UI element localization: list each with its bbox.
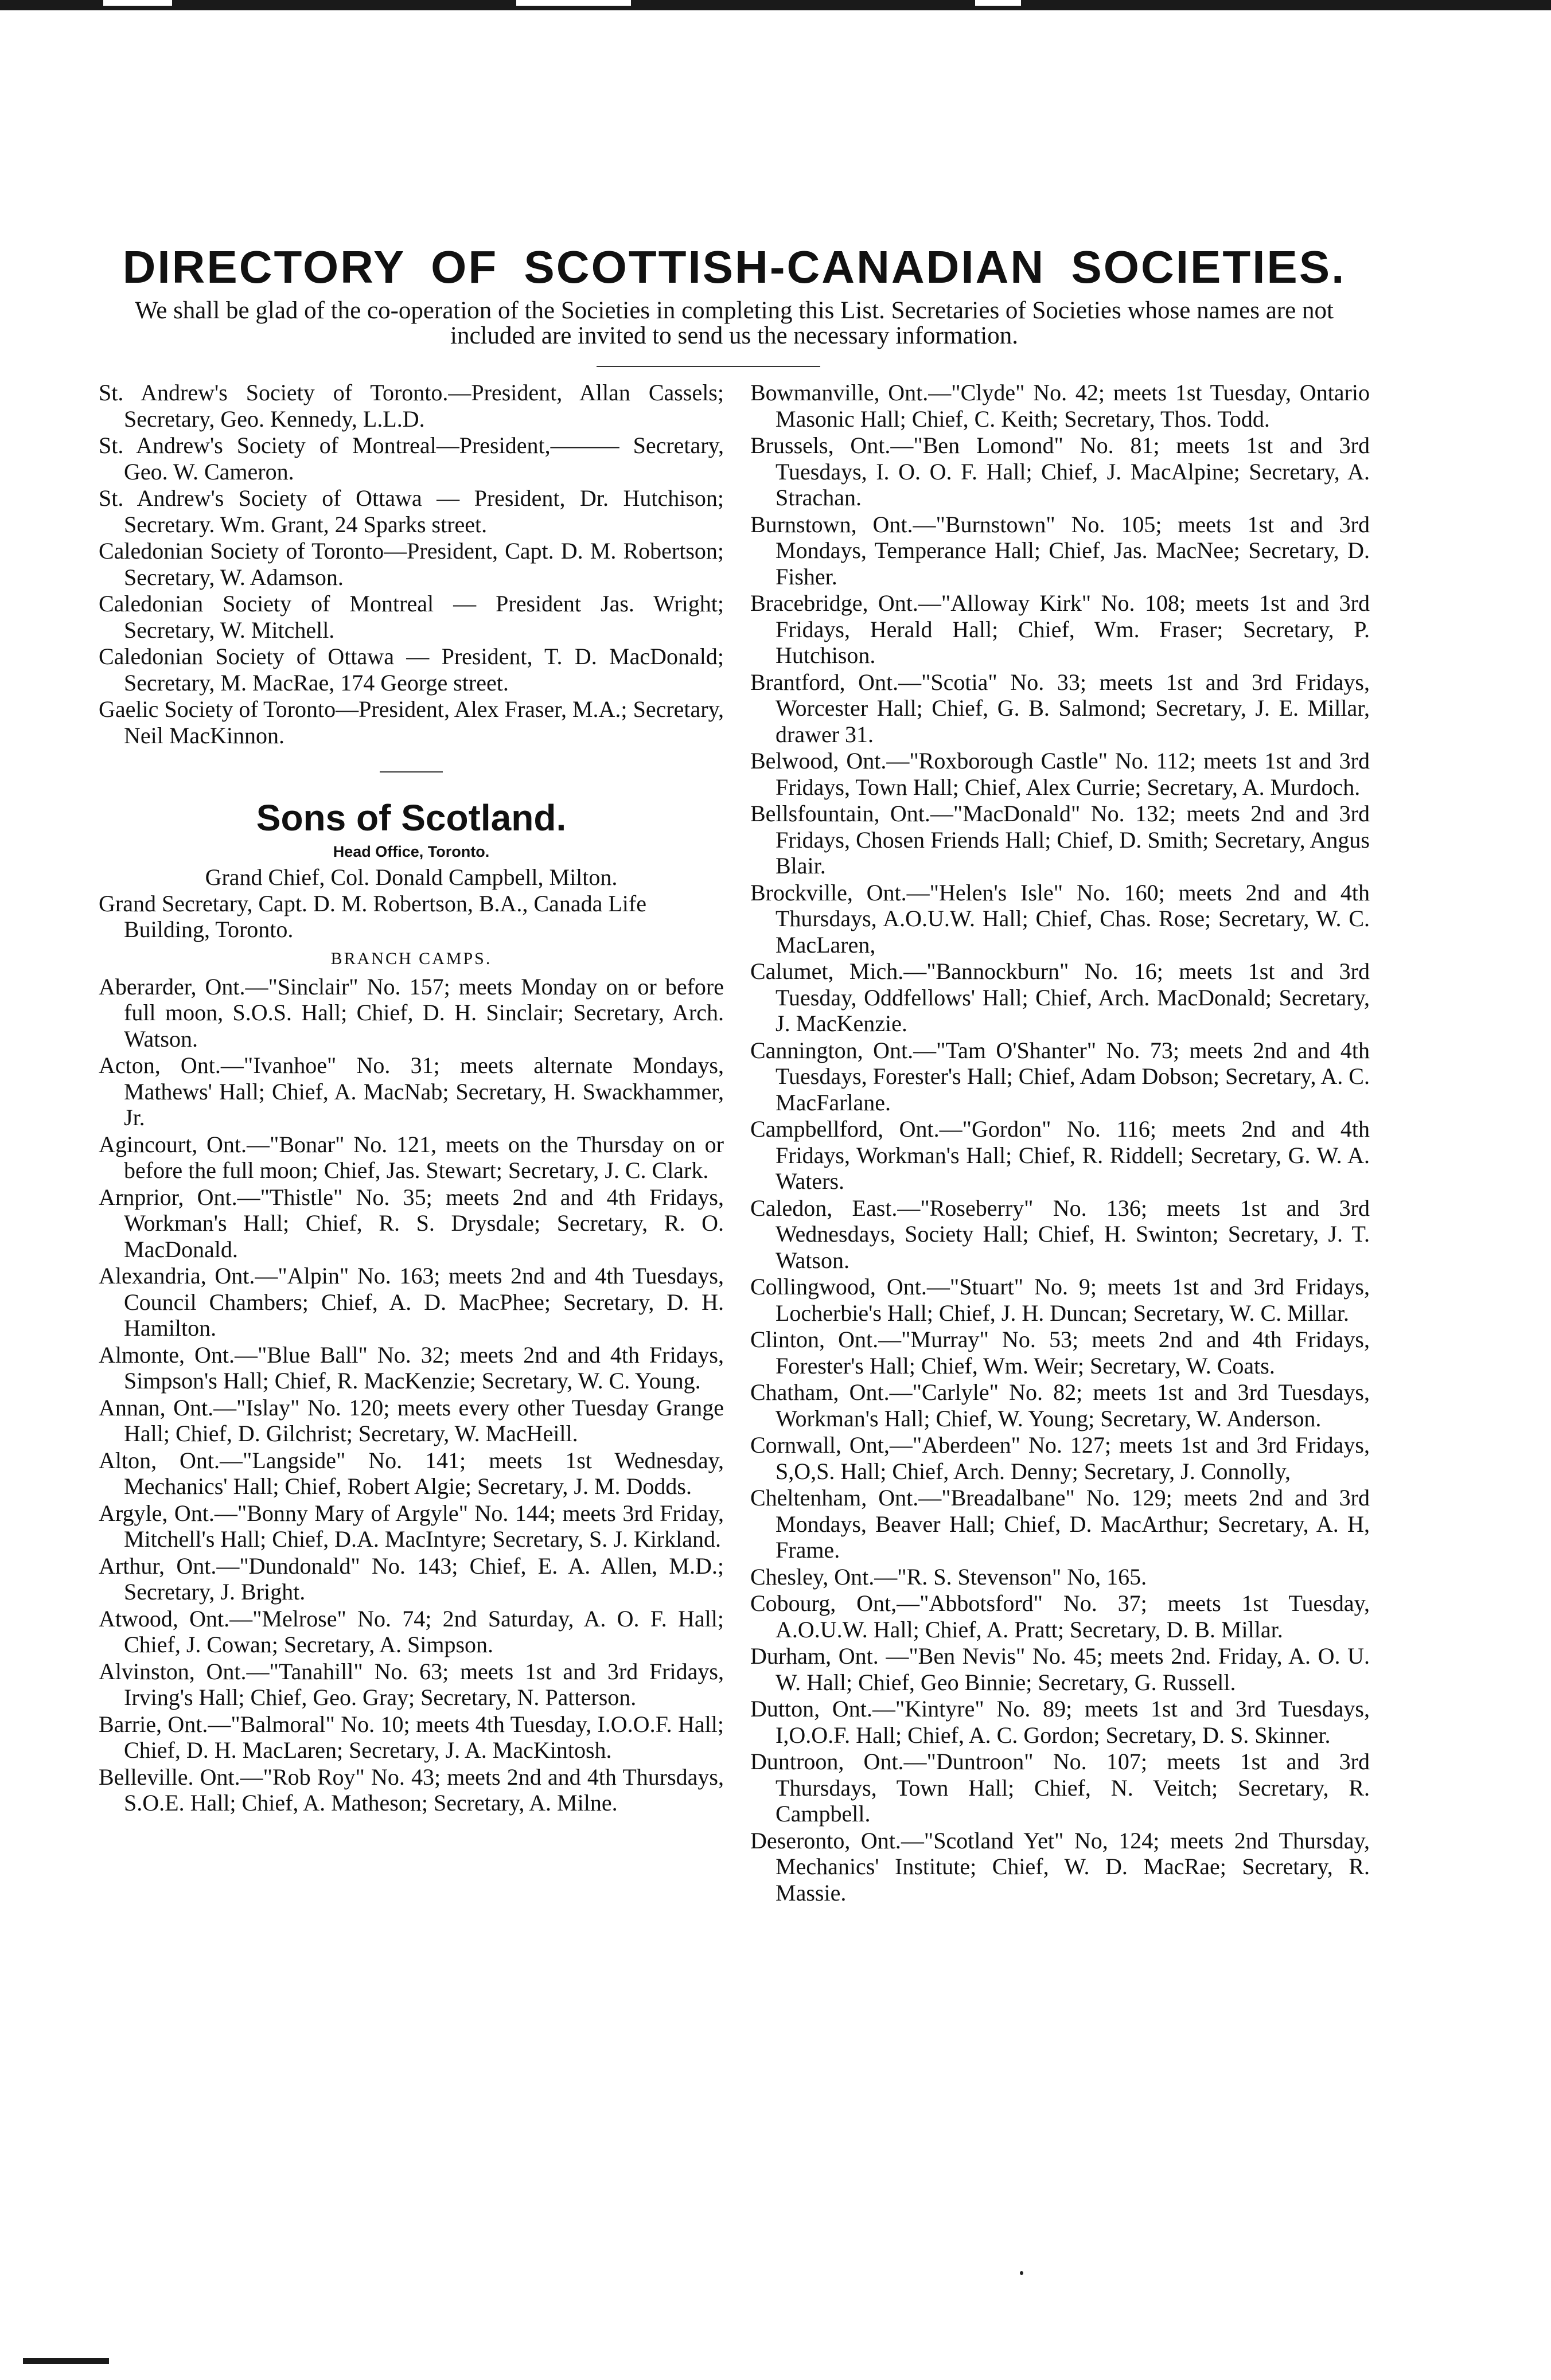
camp-entry: Acton, Ont.—"Ivanhoe" No. 31; meets alternate Mondays, Mathews' Hall; Chief, A. MacNab; Secretary, H. Swackhammer, Jr. [99,1052,724,1130]
camp-entry: Cornwall, Ont,—"Aberdeen" No. 127; meets 1st and 3rd Fridays, S,O,S. Hall; Chief, Arch. Denny; Secretary, J. Connolly, [750,1432,1370,1484]
society-entry: Caledonian Society of Ottawa — President, T. D. MacDonald; Secretary, M. MacRae, 174 George street. [99,643,724,696]
scan-edge-top [0,0,1551,10]
camp-entry: Bellsfountain, Ont.—"MacDonald" No. 132; meets 2nd and 3rd Fridays, Chosen Friends Hall; Chief, D. Smith; Secretary, Angus Blair. [750,801,1370,879]
camp-entry: Argyle, Ont.—"Bonny Mary of Argyle" No. 144; meets 3rd Friday, Mitchell's Hall; Chief, D.A. MacIntyre; Secretary, S. J. Kirkland. [99,1500,724,1552]
camp-entry: Duntroon, Ont.—"Duntroon" No. 107; meets 1st and 3rd Thursdays, Town Hall; Chief, N. Veitch; Secretary, R. Campbell. [750,1749,1370,1827]
society-entry: St. Andrew's Society of Toronto.—President, Allan Cassels; Secretary, Geo. Kennedy, L.L.D. [99,380,724,432]
camp-entry: Bracebridge, Ont.—"Alloway Kirk" No. 108; meets 1st and 3rd Fridays, Herald Hall; Chief, Wm. Fraser; Secretary, P. Hutchison. [750,590,1370,668]
society-entry: Caledonian Society of Toronto—President, Capt. D. M. Robertson; Secretary, W. Adamson. [99,538,724,590]
camp-entry: Agincourt, Ont.—"Bonar" No. 121, meets on the Thursday on or before the full moon; Chief, Jas. Stewart; Secretary, J. C. Clark. [99,1131,724,1183]
camp-entry: Calumet, Mich.—"Bannockburn" No. 16; meets 1st and 3rd Tuesday, Oddfellows' Hall; Chief, Arch. MacDonald; Secretary, J. MacKenzie. [750,958,1370,1036]
camp-entry: Barrie, Ont.—"Balmoral" No. 10; meets 4th Tuesday, I.O.O.F. Hall; Chief, D. H. MacLaren; Secretary, J. A. MacKintosh. [99,1711,724,1763]
camp-entry: Almonte, Ont.—"Blue Ball" No. 32; meets 2nd and 4th Fridays, Simpson's Hall; Chief, R. MacKenzie; Secretary, W. C. Young. [99,1341,724,1394]
camp-entry: Alton, Ont.—"Langside" No. 141; meets 1st Wednesday, Mechanics' Hall; Chief, Robert Algie; Secretary, J. M. Dodds. [99,1447,724,1499]
camp-entry: Chesley, Ont.—"R. S. Stevenson" No, 165. [750,1563,1147,1590]
camp-entry: Cannington, Ont.—"Tam O'Shanter" No. 73; meets 2nd and 4th Tuesdays, Forester's Hall; Chief, Adam Dobson; Secretary, A. C. MacFarlane. [750,1037,1370,1115]
camp-entry: Bowmanville, Ont.—"Clyde" No. 42; meets 1st Tuesday, Ontario Masonic Hall; Chief, C. Keith; Secretary, Thos. Todd. [750,380,1370,432]
branch-camps-heading: BRANCH CAMPS. [330,949,492,968]
camp-entry: Caledon, East.—"Roseberry" No. 136; meets 1st and 3rd Wednesdays, Society Hall; Chief, H. Swinton; Secretary, J. T. Watson. [750,1195,1370,1273]
left-column [99,380,724,1816]
camp-entry: Cheltenham, Ont.—"Breadalbane" No. 129; meets 2nd and 3rd Mondays, Beaver Hall; Chief, D. MacArthur; Secretary, A. H, Frame. [750,1485,1370,1563]
camp-entry: Belwood, Ont.—"Roxborough Castle" No. 112; meets 1st and 3rd Fridays, Town Hall; Chief, Alex Currie; Secretary, A. Murdoch. [750,748,1370,800]
grand-secretary: Grand Secretary, Capt. D. M. Robertson, B.A., Canada Life Building, Toronto. [99,890,646,942]
society-entry: St. Andrew's Society of Montreal—President,——— Secretary, Geo. W. Cameron. [99,432,724,485]
camp-entry: Brussels, Ont.—"Ben Lomond" No. 81; meets 1st and 3rd Tuesdays, I. O. O. F. Hall; Chief, J. MacAlpine; Secretary, A. Strachan. [750,432,1370,510]
camp-entry: Alvinston, Ont.—"Tanahill" No. 63; meets 1st and 3rd Fridays, Irving's Hall; Chief, Geo. Gray; Secretary, N. Patterson. [99,1658,724,1710]
camp-entry: Alexandria, Ont.—"Alpin" No. 163; meets 2nd and 4th Tuesdays, Council Chambers; Chief, A. D. MacPhee; Secretary, D. H. Hamilton. [99,1263,724,1341]
page-title: DIRECTORY OF SCOTTISH-CANADIAN SOCIETIES. [122,241,1346,292]
camp-entry: Arthur, Ont.—"Dundonald" No. 143; Chief, E. A. Allen, M.D.; Secretary, J. Bright. [99,1552,724,1605]
camp-entry: Annan, Ont.—"Islay" No. 120; meets every other Tuesday Grange Hall; Chief, D. Gilchrist; Secretary, W. MacHeill. [99,1394,724,1446]
camp-entry: Campbellford, Ont.—"Gordon" No. 116; meets 2nd and 4th Fridays, Workman's Hall; Chief, R. Riddell; Secretary, G. W. A. Waters. [750,1116,1370,1194]
section-divider [380,771,443,772]
intro-text: We shall be glad of the co-operation of the Societies in completing this List. Secretaries of Societies whose names are not included are invited to send us the necessary information. [135,297,1334,349]
header-divider [597,366,820,367]
camp-entry: Durham, Ont. —"Ben Nevis" No. 45; meets 2nd. Friday, A. O. U. W. Hall; Chief, Geo Binnie; Secretary, G. Russell. [750,1643,1370,1695]
camp-entry: Collingwood, Ont.—"Stuart" No. 9; meets 1st and 3rd Fridays, Locherbie's Hall; Chief, J. H. Duncan; Secretary, W. C. Millar. [750,1274,1370,1326]
ink-dot [1020,2271,1023,2275]
camp-entry: Chatham, Ont.—"Carlyle" No. 82; meets 1st and 3rd Tuesdays, Workman's Hall; Chief, W. Young; Secretary, W. Anderson. [750,1379,1370,1431]
camp-entry: Brockville, Ont.—"Helen's Isle" No. 160; meets 2nd and 4th Thursdays, A.O.U.W. Hall; Chief, Chas. Rose; Secretary, W. C. MacLaren, [750,879,1370,958]
scan-edge-gap [103,0,172,6]
camp-entry: Atwood, Ont.—"Melrose" No. 74; 2nd Saturday, A. O. F. Hall; Chief, J. Cowan; Secretary, A. Simpson. [99,1605,724,1657]
camp-entry: Belleville. Ont.—"Rob Roy" No. 43; meets 2nd and 4th Thursdays, S.O.E. Hall; Chief, A. Matheson; Secretary, A. Milne. [99,1763,724,1816]
camp-entry: Deseronto, Ont.—"Scotland Yet" No, 124; meets 2nd Thursday, Mechanics' Institute; Chief, W. D. MacRae; Secretary, R. Massie. [750,1827,1370,1906]
society-entry: Caledonian Society of Montreal — President Jas. Wright; Secretary, W. Mitchell. [99,591,724,643]
scan-edge-gap [975,0,1021,6]
camp-entry: Burnstown, Ont.—"Burnstown" No. 105; meets 1st and 3rd Mondays, Temperance Hall; Chief, Jas. MacNee; Secretary, D. Fisher. [750,511,1370,590]
grand-chief: Grand Chief, Col. Donald Campbell, Milton. [205,864,618,890]
camp-entry: Clinton, Ont.—"Murray" No. 53; meets 2nd and 4th Fridays, Forester's Hall; Chief, Wm. Weir; Secretary, W. Coats. [750,1326,1370,1379]
head-office-label: Head Office, Toronto. [333,843,490,860]
section-title: Sons of Scotland. [256,797,567,838]
scan-mark-bottom [23,2358,109,2364]
camp-entry: Arnprior, Ont.—"Thistle" No. 35; meets 2nd and 4th Fridays, Workman's Hall; Chief, R. S. Drysdale; Secretary, R. O. MacDonald. [99,1184,724,1262]
camp-entry: Aberarder, Ont.—"Sinclair" No. 157; meets Monday on or before full moon, S.O.S. Hall; Chief, D. H. Sinclair; Secretary, Arch. Watson. [99,973,724,1052]
scan-edge-gap [516,0,631,6]
camp-entry: Cobourg, Ont,—"Abbotsford" No. 37; meets 1st Tuesday, A.O.U.W. Hall; Chief, A. Pratt; Secretary, D. B. Millar. [750,1590,1370,1642]
camp-entry: Brantford, Ont.—"Scotia" No. 33; meets 1st and 3rd Fridays, Worcester Hall; Chief, G. B. Salmond; Secretary, J. E. Millar, drawer 31. [750,669,1370,747]
page-header [92,241,1377,349]
camp-entry: Dutton, Ont.—"Kintyre" No. 89; meets 1st and 3rd Tuesdays, I,O.O.F. Hall; Chief, A. C. Gordon; Secretary, D. S. Skinner. [750,1696,1370,1748]
society-entry: St. Andrew's Society of Ottawa — President, Dr. Hutchison; Secretary. Wm. Grant, 24 Sparks street. [99,485,724,537]
right-column [750,380,1370,1906]
society-entry: Gaelic Society of Toronto—President, Alex Fraser, M.A.; Secretary, Neil MacKinnon. [99,696,724,748]
